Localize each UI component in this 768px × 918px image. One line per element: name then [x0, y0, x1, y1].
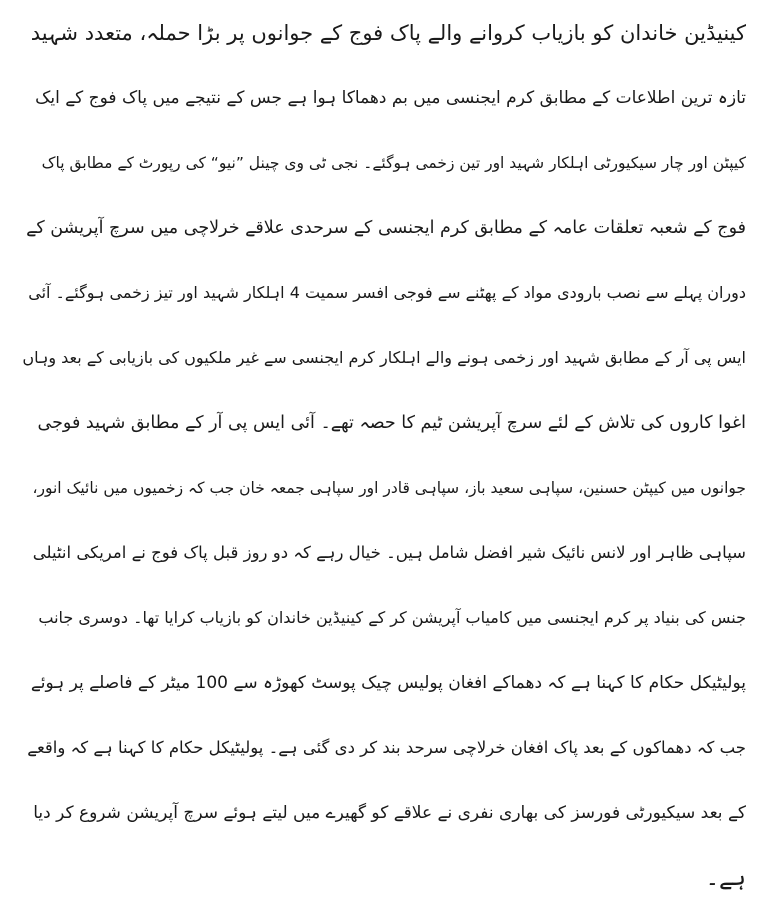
article-line-8: سپاہی ظاہر اور لانس نائیک شیر افضل شامل ہیں۔ خیال رہے کہ دو روز قبل پاک فوج نے امریکی انٹیلی	[32, 543, 746, 562]
article-line-9: جنس کی بنیاد پر کرم ایجنسی میں کامیاب آپریشن کر کے کینیڈین خاندان کو بازیاب کرایا تھا۔ دوسری جانب	[38, 608, 746, 627]
article-line-7: جوانوں میں کیپٹن حسنین، سپاہی سعید باز، سپاہی قادر اور سپاہی جمعہ خان جب کہ زخمیوں میں نائیک انور،	[32, 479, 746, 497]
article-line-10: پولیٹیکل حکام کا کہنا ہے کہ دھماکے افغان پولیس چیک پوسٹ کھوڑہ سے 100 میٹر کے فاصلے پر ہوئے	[30, 673, 746, 693]
article-line-6: اغوا کاروں کی تلاش کے لئے سرچ آپریشن ٹیم کا حصہ تھے۔ آئی ایس پی آر کے مطابق شہید فوجی	[37, 413, 746, 433]
article-line-1: تازہ ترین اطلاعات کے مطابق کرم ایجنسی میں بم دھماکا ہوا ہے جس کے نتیجے میں پاک فوج کے ایک	[35, 88, 746, 108]
article-line-3: فوج کے شعبہ تعلقات عامہ کے مطابق کرم ایجنسی کے سرحدی علاقے خرلاچی میں سرچ آپریشن کے	[26, 218, 746, 238]
article-line-2: کیپٹن اور چار سیکیورٹی اہلکار شہید اور تین زخمی ہوگئے۔ نجی ٹی وی چینل ”نیو“ کی رپورٹ کے مطابق پاک	[41, 154, 746, 172]
article-line-11: جب کہ دھماکوں کے بعد پاک افغان خرلاچی سرحد بند کر دی گئی ہے۔ پولیٹیکل حکام کا کہنا ہے کہ واقعے	[27, 738, 746, 757]
article-line-5: ایس پی آر کے مطابق شہید اور زخمی ہونے والے اہلکار کرم ایجنسی سے غیر ملکیوں کی بازیابی کے بعد وہاں	[22, 348, 746, 367]
article-headline: کینیڈین خاندان کو بازیاب کروانے والے پاک فوج کے جوانوں پر بڑا حملہ، متعدد شہید	[30, 21, 746, 45]
article-line-13: ہے۔	[705, 865, 746, 891]
article-line-12: کے بعد سیکیورٹی فورسز کی بھاری نفری نے علاقے کو گھیرے میں لیتے ہوئے سرچ آپریشن شروع کر دیا	[33, 803, 746, 823]
article-line-4: دوران پہلے سے نصب بارودی مواد کے پھٹنے سے فوجی افسر سمیت 4 اہلکار شہید اور تیز زخمی ہوگئے۔ آئی	[28, 283, 746, 302]
news-article	[22, 14, 746, 897]
